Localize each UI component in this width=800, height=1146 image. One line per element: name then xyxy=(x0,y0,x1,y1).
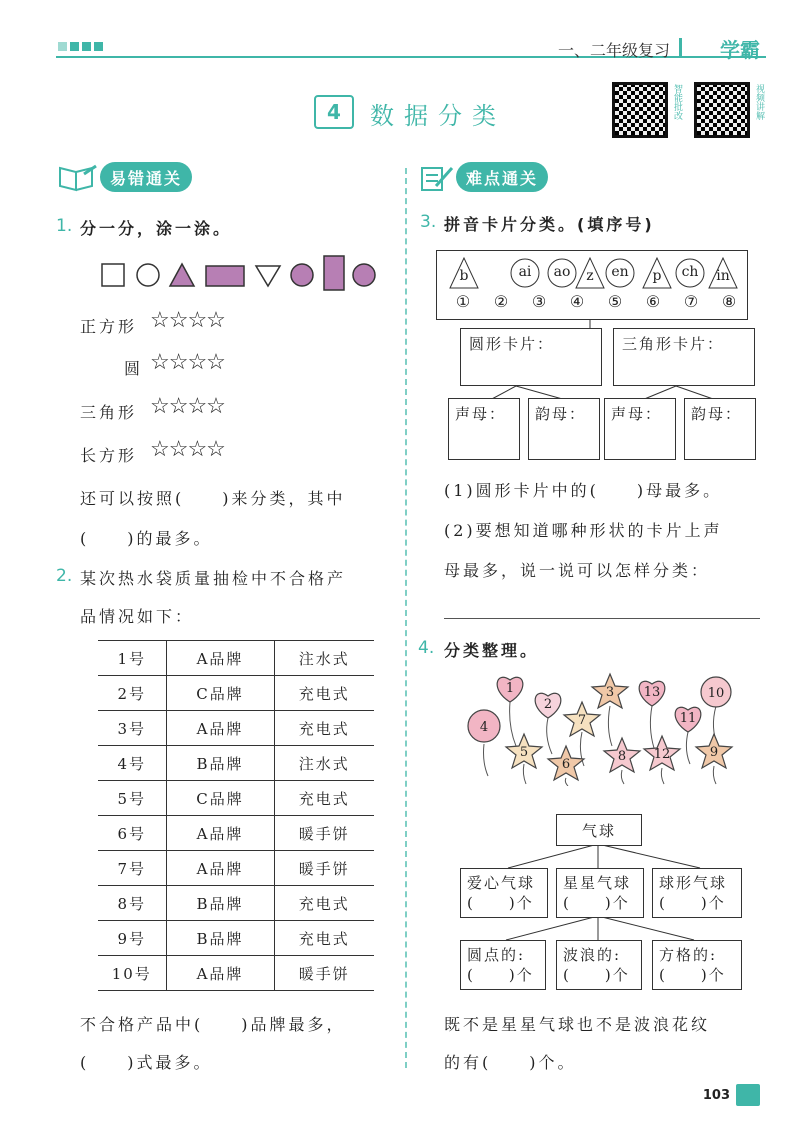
section-badge-difficult: 难点通关 xyxy=(456,162,548,192)
tree-heart-balloons[interactable] xyxy=(460,868,548,918)
table-row xyxy=(98,746,374,781)
type-cell: 注水式 xyxy=(274,746,374,781)
table-row xyxy=(98,781,374,816)
card-number: ② xyxy=(493,292,509,311)
round-cards-box[interactable] xyxy=(460,328,602,386)
card-number: ① xyxy=(455,292,471,311)
card-number: ③ xyxy=(531,292,547,311)
table-row xyxy=(98,641,374,676)
balloon-label: 3 xyxy=(605,685,615,700)
wavy-label: 波浪的: xyxy=(563,946,622,964)
balloon-label: 13 xyxy=(643,685,661,700)
triangle-initials-label: 声母： xyxy=(611,405,663,423)
type-cell: 充电式 xyxy=(274,781,374,816)
card-number: ⑥ xyxy=(645,292,661,311)
q2-line2: 品情况如下： xyxy=(80,607,195,626)
pinyin-card-1: b xyxy=(459,268,469,284)
qr-code-grading[interactable] xyxy=(612,82,668,138)
q2-number: 2. xyxy=(56,566,73,586)
balloon-label: 4 xyxy=(479,720,489,735)
type-cell: 充电式 xyxy=(274,711,374,746)
heart-balloons-label: 爱心气球 xyxy=(467,874,536,892)
tree-wavy-balloons[interactable] xyxy=(556,940,642,990)
q1-answer-line2[interactable]: ( )的最多。 xyxy=(80,529,213,548)
dotted-label: 圆点的: xyxy=(467,946,526,964)
round-cards-label: 圆形卡片： xyxy=(469,335,555,353)
card-number: ⑦ xyxy=(683,292,699,311)
dotted-count[interactable]: ( )个 xyxy=(467,966,534,984)
pinyin-card-2: ai xyxy=(518,264,532,280)
round-balloons-count[interactable]: ( )个 xyxy=(659,894,726,912)
triangle-initials-box[interactable] xyxy=(604,398,676,460)
q1-stars-circle[interactable]: ☆☆☆☆ xyxy=(150,350,225,375)
checked-label: 方格的: xyxy=(659,946,718,964)
balloon-label: 9 xyxy=(709,745,719,760)
card-number: ④ xyxy=(569,292,585,311)
pencil-icon xyxy=(736,1084,760,1106)
pinyin-card-4: z xyxy=(586,268,594,284)
product-id-cell: 9号 xyxy=(98,921,166,956)
type-cell: 暖手饼 xyxy=(274,851,374,886)
balloons-illustration xyxy=(460,666,750,786)
table-row xyxy=(98,851,374,886)
brand-cell: C品牌 xyxy=(166,781,274,816)
shapes-row xyxy=(100,254,390,294)
product-id-cell: 8号 xyxy=(98,886,166,921)
column-divider xyxy=(405,168,407,1068)
brand-cell: B品牌 xyxy=(166,921,274,956)
page-number: 103 xyxy=(702,1088,730,1103)
pinyin-card-8: in xyxy=(716,268,730,284)
brand-cell: A品牌 xyxy=(166,711,274,746)
brand-cell: B品牌 xyxy=(166,746,274,781)
q3-title: 拼音卡片分类。(填序号) xyxy=(444,215,655,234)
q1-row-label-circle: 圆 xyxy=(124,359,144,378)
tree-dotted-balloons[interactable] xyxy=(460,940,546,990)
round-initials-box[interactable] xyxy=(448,398,520,460)
type-cell: 注水式 xyxy=(274,641,374,676)
checked-count[interactable]: ( )个 xyxy=(659,966,726,984)
type-cell: 充电式 xyxy=(274,886,374,921)
table-row xyxy=(98,711,374,746)
header-brand: 学霸 xyxy=(720,38,760,62)
product-id-cell: 3号 xyxy=(98,711,166,746)
type-cell: 充电式 xyxy=(274,921,374,956)
table-row xyxy=(98,816,374,851)
tree-checked-balloons[interactable] xyxy=(652,940,742,990)
triangle-cards-label: 三角形卡片： xyxy=(622,335,725,353)
brand-cell: C品牌 xyxy=(166,676,274,711)
product-id-cell: 10号 xyxy=(98,956,166,991)
pinyin-card-3: ao xyxy=(553,264,571,280)
round-finals-box[interactable] xyxy=(528,398,600,460)
product-id-cell: 6号 xyxy=(98,816,166,851)
tree-root-balloons xyxy=(556,814,642,846)
balloon-label: 11 xyxy=(679,711,697,726)
table-row xyxy=(98,676,374,711)
open-book-icon xyxy=(58,164,98,192)
q3-answer-line[interactable] xyxy=(444,618,760,619)
balloon-label: 5 xyxy=(519,745,529,760)
round-balloons-label: 球形气球 xyxy=(659,874,728,892)
qr-code-video[interactable] xyxy=(694,82,750,138)
lesson-number: 4 xyxy=(314,95,354,129)
qr-label-video: 视频讲解 xyxy=(754,84,764,120)
table-row xyxy=(98,956,374,991)
type-cell: 暖手饼 xyxy=(274,956,374,991)
round-finals-label: 韵母： xyxy=(535,405,587,423)
card-number: ⑤ xyxy=(607,292,623,311)
brand-cell: A品牌 xyxy=(166,641,274,676)
q2-answer-line2[interactable]: ( )式最多。 xyxy=(80,1053,213,1072)
q4-title: 分类整理。 xyxy=(444,641,540,660)
q4-number: 4. xyxy=(418,638,435,658)
q2-answer-line1[interactable]: 不合格产品中( )品牌最多， xyxy=(80,1015,346,1034)
card-number: ⑧ xyxy=(721,292,737,311)
balloon-label: 10 xyxy=(707,686,725,701)
q1-row-label-triangle: 三角形 xyxy=(80,403,138,422)
q1-row-label-rectangle: 长方形 xyxy=(80,446,138,465)
balloon-label: 2 xyxy=(543,697,553,712)
tree-star-balloons[interactable] xyxy=(556,868,644,918)
heart-balloons-count[interactable]: ( )个 xyxy=(467,894,534,912)
product-id-cell: 2号 xyxy=(98,676,166,711)
q1-stars-square[interactable]: ☆☆☆☆ xyxy=(150,308,225,333)
round-initials-label: 声母： xyxy=(455,405,507,423)
product-id-cell: 5号 xyxy=(98,781,166,816)
type-cell: 暖手饼 xyxy=(274,816,374,851)
brand-cell: B品牌 xyxy=(166,886,274,921)
q1-title: 分一分，涂一涂。 xyxy=(80,219,233,238)
pinyin-card-6: p xyxy=(652,268,662,284)
q4-answer-line2[interactable]: 的有( )个。 xyxy=(444,1053,577,1072)
q1-answer-line1[interactable]: 还可以按照( )来分类，其中 xyxy=(80,489,346,508)
product-id-cell: 1号 xyxy=(98,641,166,676)
triangle-cards-box[interactable] xyxy=(613,328,755,386)
star-balloons-count[interactable]: ( )个 xyxy=(563,894,630,912)
q1-stars-rectangle[interactable]: ☆☆☆☆ xyxy=(150,437,225,462)
table-row xyxy=(98,921,374,956)
balloon-label: 1 xyxy=(505,681,515,696)
q3-part2-line1: (2)要想知道哪种形状的卡片上声 xyxy=(444,521,723,540)
q2-line1: 某次热水袋质量抽检中不合格产 xyxy=(80,569,347,588)
triangle-finals-label: 韵母： xyxy=(691,405,743,423)
q3-part2-line2: 母最多，说一说可以怎样分类： xyxy=(444,561,711,580)
brand-cell: A品牌 xyxy=(166,956,274,991)
balloon-label: 6 xyxy=(561,757,571,772)
type-cell: 充电式 xyxy=(274,676,374,711)
q3-part1[interactable]: (1)圆形卡片中的( )母最多。 xyxy=(444,481,723,500)
pinyin-card-5: en xyxy=(611,264,629,280)
q1-row-label-square: 正方形 xyxy=(80,317,138,336)
header-section: 一、二年级复习 xyxy=(557,41,670,60)
section-badge-easy-mistakes: 易错通关 xyxy=(100,162,192,192)
header-decoration xyxy=(58,42,103,51)
q1-number: 1. xyxy=(56,216,73,236)
star-balloons-label: 星星气球 xyxy=(563,874,632,892)
qr-label-grading: 智能批改 xyxy=(672,84,682,120)
product-table xyxy=(98,640,374,991)
header-separator xyxy=(679,38,682,58)
notepad-pencil-icon xyxy=(420,164,456,192)
product-id-cell: 7号 xyxy=(98,851,166,886)
table-row xyxy=(98,886,374,921)
q1-stars-triangle[interactable]: ☆☆☆☆ xyxy=(150,394,225,419)
balloon-label: 8 xyxy=(617,749,627,764)
balloon-label: 7 xyxy=(577,713,587,728)
lesson-title: 数据分类 xyxy=(370,102,506,130)
brand-cell: A品牌 xyxy=(166,816,274,851)
q3-number: 3. xyxy=(420,212,437,232)
pinyin-card-numbers xyxy=(448,292,744,311)
triangle-finals-box[interactable] xyxy=(684,398,756,460)
brand-cell: A品牌 xyxy=(166,851,274,886)
tree-root-label: 气球 xyxy=(581,821,616,840)
product-id-cell: 4号 xyxy=(98,746,166,781)
q4-answer-line1: 既不是星星气球也不是波浪花纹 xyxy=(444,1015,711,1034)
tree-round-balloons[interactable] xyxy=(652,868,742,918)
wavy-count[interactable]: ( )个 xyxy=(563,966,630,984)
pinyin-card-7: ch xyxy=(681,264,699,280)
balloon-label: 12 xyxy=(653,747,671,762)
